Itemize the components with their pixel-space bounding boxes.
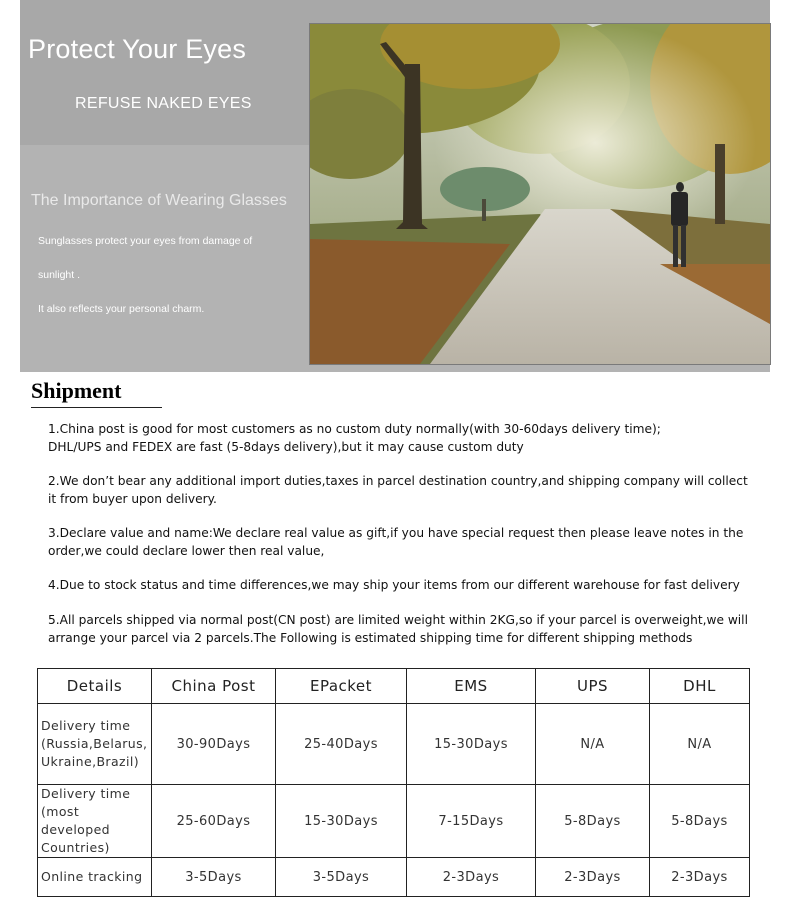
banner-body-line: sunlight . [38, 269, 81, 281]
table-cell: 25-60Days [152, 785, 276, 858]
autumn-park-photo [309, 23, 771, 365]
row-label-line: Countries) [41, 840, 110, 855]
row-label [38, 785, 152, 858]
shipment-note-line: 2.We don’t bear any additional import duties,taxes in parcel destination country,and shipping company will collect [48, 474, 748, 488]
column-header: EMS [407, 669, 536, 704]
table-cell: N/A [536, 704, 650, 785]
shipment-note-line: arrange your parcel via 2 parcels.The Following is estimated shipping time for different shipping methods [48, 631, 693, 645]
shipment-heading-underline [31, 407, 162, 408]
shipment-heading: Shipment [31, 378, 122, 403]
shipment-note-line: 3.Declare value and name:We declare real value as gift,if you have special request then please leave notes in the [48, 526, 744, 540]
shipment-note [44, 576, 764, 594]
row-label-line: Online tracking [41, 869, 143, 884]
row-label-line: Delivery time [41, 786, 131, 801]
banner-body-line: Sunglasses protect your eyes from damage of [38, 235, 253, 247]
row-label [38, 704, 152, 785]
table-header-row [38, 669, 750, 704]
shipment-note-line: 5.All parcels shipped via normal post(CN post) are limited weight within 2KG,so if your parcel is overweight,we will [48, 613, 748, 627]
table-cell: 2-3Days [536, 858, 650, 897]
column-header: DHL [650, 669, 750, 704]
table-cell: 25-40Days [276, 704, 407, 785]
column-header: UPS [536, 669, 650, 704]
shipment-note-line: order,we could declare lower then real value, [48, 544, 325, 558]
shipment-note [44, 472, 764, 508]
table-cell: 7-15Days [407, 785, 536, 858]
row-label-line: (Russia,Belarus, [41, 736, 148, 751]
shipment-note-line: DHL/UPS and FEDEX are fast (5-8days delivery),but it may cause custom duty [48, 440, 524, 454]
row-label-line: (most developed [41, 804, 110, 837]
table-row [38, 785, 750, 858]
shipment-note-line: 1.China post is good for most customers as no custom duty normally(with 30-60days delivery time); [48, 422, 661, 436]
row-label-line: Ukraine,Brazil) [41, 754, 140, 769]
promo-banner [20, 0, 770, 372]
shipment-note [44, 611, 764, 647]
banner-title: Protect Your Eyes [28, 34, 247, 64]
banner-subtitle: REFUSE NAKED EYES [75, 95, 252, 112]
table-row [38, 858, 750, 897]
banner-body-line: It also reflects your personal charm. [38, 303, 205, 315]
shipping-time-table [37, 668, 750, 897]
table-cell: N/A [650, 704, 750, 785]
table-cell: 5-8Days [650, 785, 750, 858]
table-cell: 30-90Days [152, 704, 276, 785]
table-cell: 3-5Days [276, 858, 407, 897]
table-cell: 15-30Days [407, 704, 536, 785]
shipment-note [44, 524, 764, 560]
shipment-note-line: it from buyer upon delivery. [48, 492, 217, 506]
column-header: EPacket [276, 669, 407, 704]
table-cell: 15-30Days [276, 785, 407, 858]
row-label [38, 858, 152, 897]
table-cell: 3-5Days [152, 858, 276, 897]
table-cell: 2-3Days [650, 858, 750, 897]
table-cell: 5-8Days [536, 785, 650, 858]
column-header: Details [38, 669, 152, 704]
banner-section-title: The Importance of Wearing Glasses [31, 192, 287, 209]
row-label-line: Delivery time [41, 718, 131, 733]
table-cell: 2-3Days [407, 858, 536, 897]
column-header: China Post [152, 669, 276, 704]
shipment-note [44, 420, 764, 456]
shipment-note-line: 4.Due to stock status and time differences,we may ship your items from our different warehouse for fast delivery [48, 578, 740, 592]
table-row [38, 704, 750, 785]
